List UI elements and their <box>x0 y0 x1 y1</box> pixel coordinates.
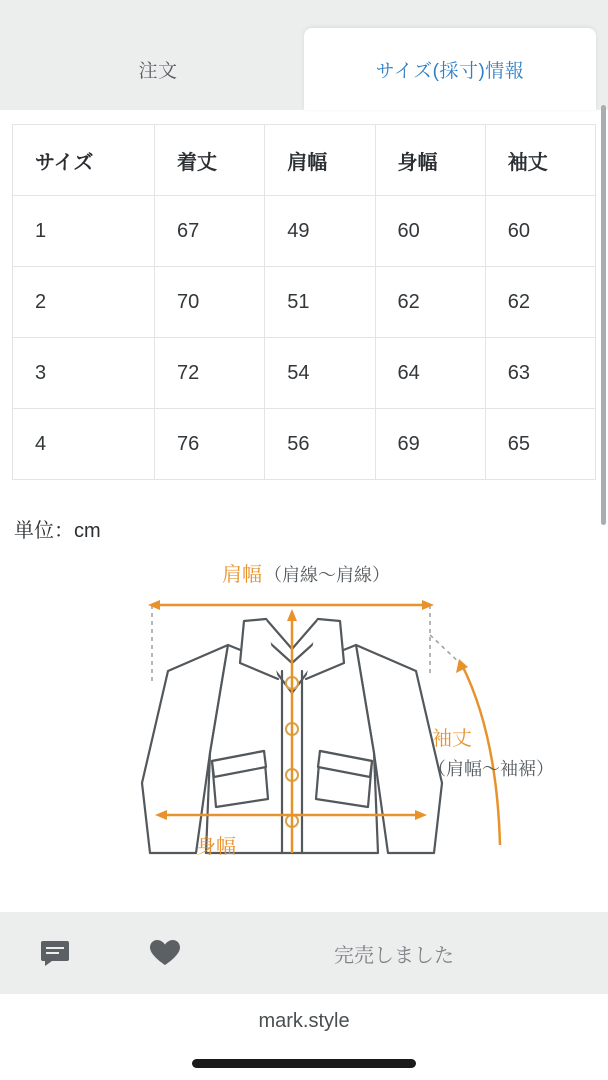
sleeve-label: 袖丈 <box>432 728 472 750</box>
table-cell: 69 <box>375 409 485 480</box>
table-cell: 49 <box>265 196 375 267</box>
size-table-container <box>0 110 608 480</box>
status-badge: 完売しました <box>334 944 454 967</box>
table-header-cell: 着丈 <box>155 125 265 196</box>
table-cell: 67 <box>155 196 265 267</box>
table-row <box>13 267 596 338</box>
table-cell: 2 <box>13 267 155 338</box>
table-cell: 62 <box>375 267 485 338</box>
table-header-cell: 袖丈 <box>485 125 595 196</box>
table-header-cell: 肩幅 <box>265 125 375 196</box>
table-row <box>13 196 596 267</box>
tab-size-info[interactable]: サイズ(採寸)情報 <box>304 28 596 110</box>
table-header-row <box>13 125 596 196</box>
bottom-action-bar <box>0 912 608 994</box>
unit-note: 単位：cm <box>14 520 101 542</box>
table-cell: 76 <box>155 409 265 480</box>
shoulder-sublabel: （肩線〜肩線） <box>264 565 390 585</box>
tab-bar <box>0 0 608 110</box>
table-cell: 51 <box>265 267 375 338</box>
table-cell: 4 <box>13 409 155 480</box>
sleeve-sublabel: （肩幅〜袖裾） <box>428 759 554 779</box>
shoulder-label: 肩幅 <box>222 564 262 586</box>
table-cell: 60 <box>375 196 485 267</box>
body-width-label: 身幅 <box>196 836 236 858</box>
comment-icon[interactable] <box>0 940 110 966</box>
site-name: mark.style <box>258 1010 350 1032</box>
table-cell: 56 <box>265 409 375 480</box>
home-indicator[interactable] <box>192 1059 416 1068</box>
table-header-cell: 身幅 <box>375 125 485 196</box>
table-row <box>13 409 596 480</box>
scrollbar[interactable] <box>601 105 606 525</box>
table-cell: 64 <box>375 338 485 409</box>
table-cell: 70 <box>155 267 265 338</box>
size-table <box>12 124 596 480</box>
table-cell: 63 <box>485 338 595 409</box>
table-cell: 60 <box>485 196 595 267</box>
table-cell: 3 <box>13 338 155 409</box>
table-cell: 65 <box>485 409 595 480</box>
table-cell: 72 <box>155 338 265 409</box>
tab-order[interactable]: 注文 <box>138 60 178 82</box>
table-header-cell: サイズ <box>13 125 155 196</box>
table-cell: 1 <box>13 196 155 267</box>
browser-footer <box>0 994 608 1080</box>
heart-icon[interactable] <box>110 939 220 967</box>
table-cell: 54 <box>265 338 375 409</box>
table-row <box>13 338 596 409</box>
table-cell: 62 <box>485 267 595 338</box>
